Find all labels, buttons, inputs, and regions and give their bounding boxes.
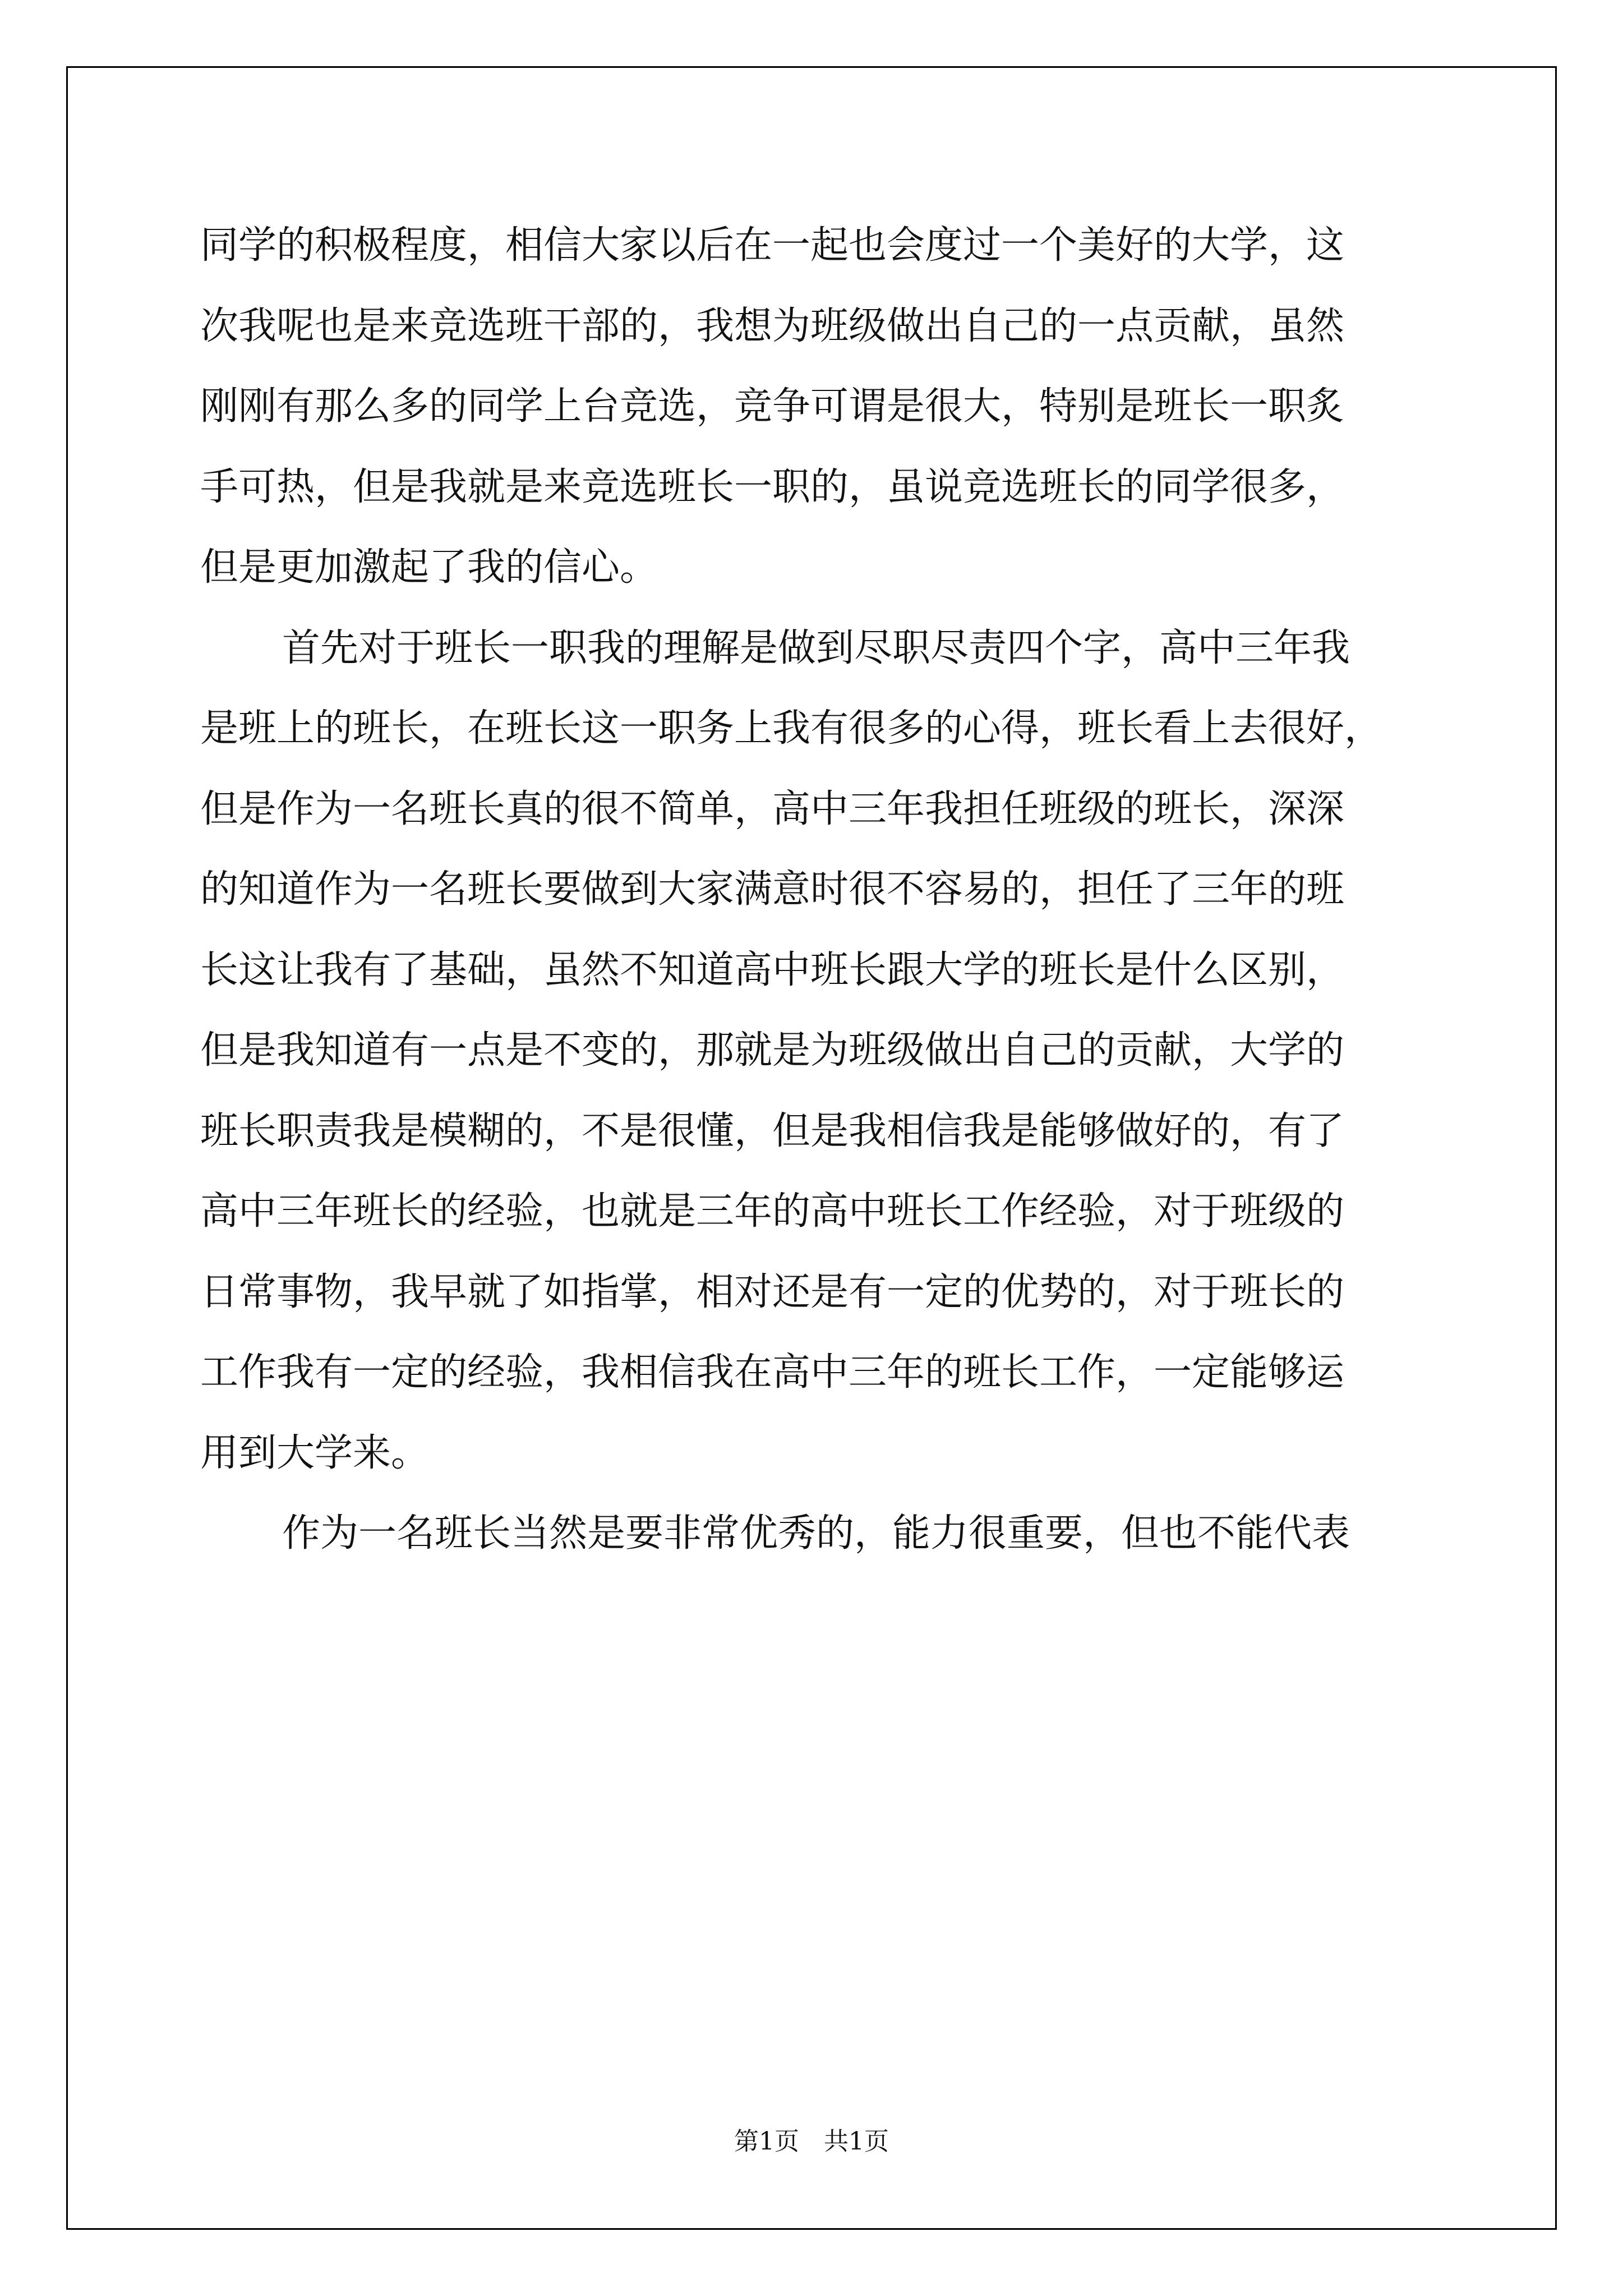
text-line: 是班上的班长，在班长这一职务上我有很多的心得，班长看上去很好，	[200, 706, 1383, 751]
text-line: 工作我有一定的经验，我相信我在高中三年的班长工作，一定能够运	[200, 1350, 1345, 1395]
page-footer: 第1页 共1页	[734, 2127, 889, 2156]
text-line: 但是作为一名班长真的很不简单，高中三年我担任班级的班长，深深	[200, 786, 1345, 831]
text-line: 手可热，但是我就是来竞选班长一职的，虽说竞选班长的同学很多，	[200, 464, 1345, 509]
text-line: 但是更加激起了我的信心。	[200, 545, 658, 590]
text-line: 的知道作为一名班长要做到大家满意时很不容易的，担任了三年的班	[200, 867, 1345, 912]
text-line: 班长职责我是模糊的，不是很懂，但是我相信我是能够做好的，有了	[200, 1108, 1345, 1153]
text-line: 但是我知道有一点是不变的，那就是为班级做出自己的贡献，大学的	[200, 1028, 1345, 1073]
document-body	[200, 205, 1451, 1574]
text-line: 同学的积极程度，相信大家以后在一起也会度过一个美好的大学，这	[200, 223, 1345, 268]
text-line: 首先对于班长一职我的理解是做到尽职尽责四个字，高中三年我	[282, 625, 1350, 670]
text-line: 刚刚有那么多的同学上台竞选，竞争可谓是很大，特别是班长一职炙	[200, 384, 1345, 429]
text-line: 用到大学来。	[200, 1430, 430, 1475]
text-line: 次我呢也是来竞选班干部的，我想为班级做出自己的一点贡献，虽然	[200, 303, 1345, 348]
text-line: 日常事物，我早就了如指掌，相对还是有一定的优势的，对于班长的	[200, 1269, 1345, 1314]
text-line: 长这让我有了基础，虽然不知道高中班长跟大学的班长是什么区别，	[200, 947, 1345, 992]
text-line: 作为一名班长当然是要非常优秀的，能力很重要，但也不能代表	[282, 1511, 1350, 1556]
text-line: 高中三年班长的经验，也就是三年的高中班长工作经验，对于班级的	[200, 1189, 1345, 1234]
